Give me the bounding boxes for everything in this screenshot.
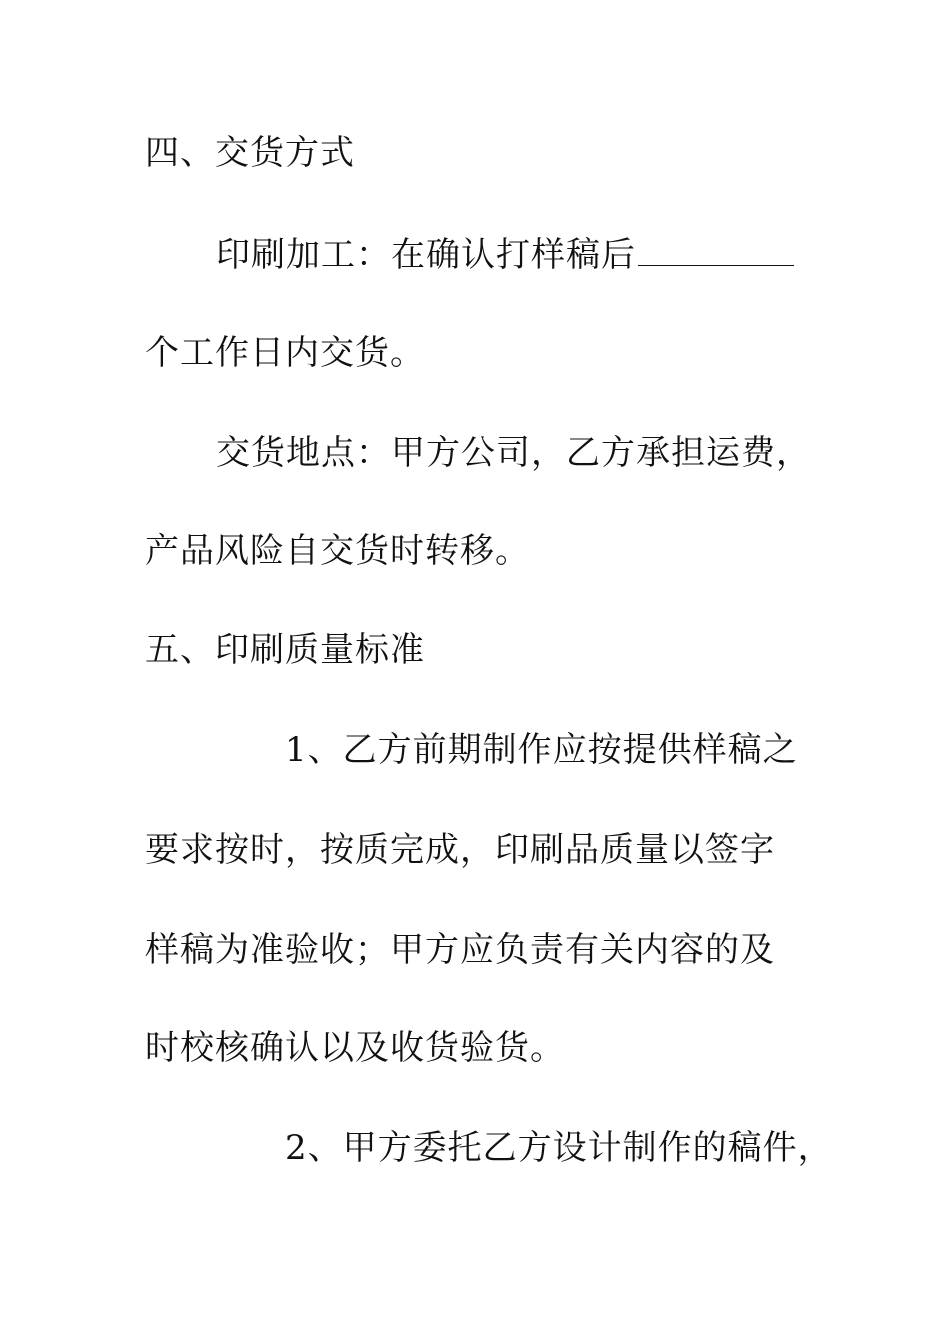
delivery-clause-line-1: 交货地点：甲方公司，乙方承担运费， <box>216 433 811 473</box>
quality-item-1-line-2: 要求按时，按质完成，印刷品质量以签字 <box>145 830 775 870</box>
printing-clause-text: 印刷加工：在确认打样稿后 <box>216 235 636 275</box>
fill-in-blank <box>638 233 794 266</box>
delivery-clause-line-2: 产品风险自交货时转移。 <box>145 531 530 571</box>
quality-item-1-line-4: 时校核确认以及收货验货。 <box>145 1028 565 1068</box>
quality-item-1-line-1: 1、乙方前期制作应按提供样稿之 <box>285 730 798 770</box>
quality-item-2-line-1: 2、甲方委托乙方设计制作的稿件， <box>285 1128 833 1168</box>
quality-item-1-line-3: 样稿为准验收；甲方应负责有关内容的及 <box>145 930 775 970</box>
printing-clause-line-1 <box>216 233 794 275</box>
section-5-heading: 五、印刷质量标准 <box>145 630 425 670</box>
printing-clause-line-2: 个工作日内交货。 <box>145 333 425 373</box>
section-4-heading: 四、交货方式 <box>145 133 355 173</box>
